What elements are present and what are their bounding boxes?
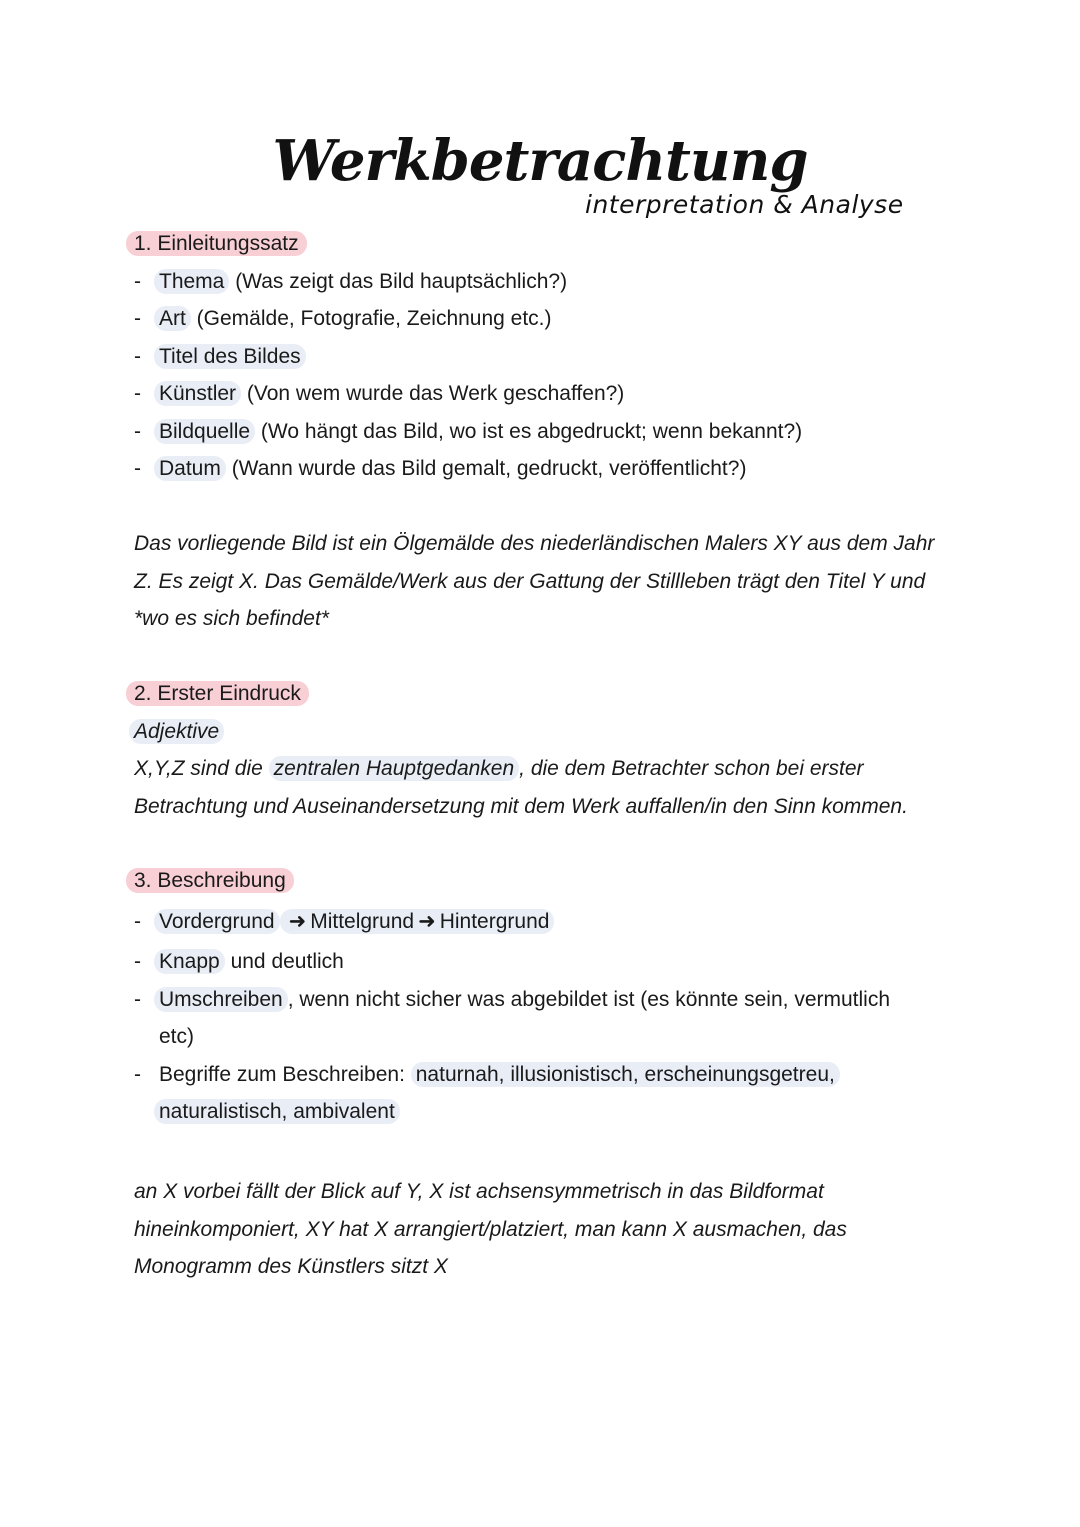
list-item: - Künstler (Von wem wurde das Werk geschaffen?) [134,382,625,405]
list-item: - Thema (Was zeigt das Bild hauptsächlich?) [134,269,568,293]
list-item: - Knapp und deutlich [134,950,344,973]
section-heading: 1. Einleitungssatz [126,231,307,256]
section-beschreibung [134,862,954,1131]
section-einleitungssatz [134,225,954,488]
page-subtitle: interpretation & Analyse [585,190,904,219]
section-heading: 2. Erster Eindruck [126,681,309,706]
list-item: - Datum (Wann wurde das Bild gemalt, gedruckt, veröffentlicht?) [134,457,747,480]
list-item: - Bildquelle (Wo hängt das Bild, wo ist es abgedruckt; wenn bekannt?) [134,419,803,443]
list-item: - Umschreiben , wenn nicht sicher was abgebildet ist (es könnte sein, vermutlich etc) [134,987,891,1048]
section-heading: 3. Beschreibung [126,868,294,893]
example-paragraph: an X vorbei fällt der Blick auf Y, X ist achsensymmetrisch in das Bildformat hineinkomponiert, XY hat X arrangiert/platziert, man kann X ausmachen, das Monogramm des Künstlers sitzt X [134,1180,847,1278]
subheading: Adjektive [129,719,224,744]
list-item: - Art (Gemälde, Fotografie, Zeichnung etc.) [134,307,552,330]
list-item: - Vordergrund ➜ Mittelgrund ➜ Hintergrund [134,903,954,941]
page-title: Werkbetrachtung [272,128,808,194]
list-item: - Titel des Bildes [134,338,954,376]
example-paragraph: Das vorliegende Bild ist ein Ölgemälde des niederländischen Malers XY aus dem Jahr Z. Es zeigt X. Das Gemälde/Werk aus der Gattung der Stillleben trägt den Titel Y und *wo es sich befindet* [134,532,935,630]
section-erster-eindruck [134,675,954,825]
arrow-right-icon: ➜ [288,909,307,933]
arrow-right-icon: ➜ [418,909,436,933]
list-item: - Begriffe zum Beschreiben: naturnah, illusionistisch, erscheinungsgetreu, naturalistisch, ambivalent [134,1056,954,1131]
paragraph: X,Y,Z sind die zentralen Hauptgedanken , die dem Betrachter schon bei erster Betrachtung und Auseinandersetzung mit dem Werk auffallen/in den Sinn kommen. [134,757,908,818]
